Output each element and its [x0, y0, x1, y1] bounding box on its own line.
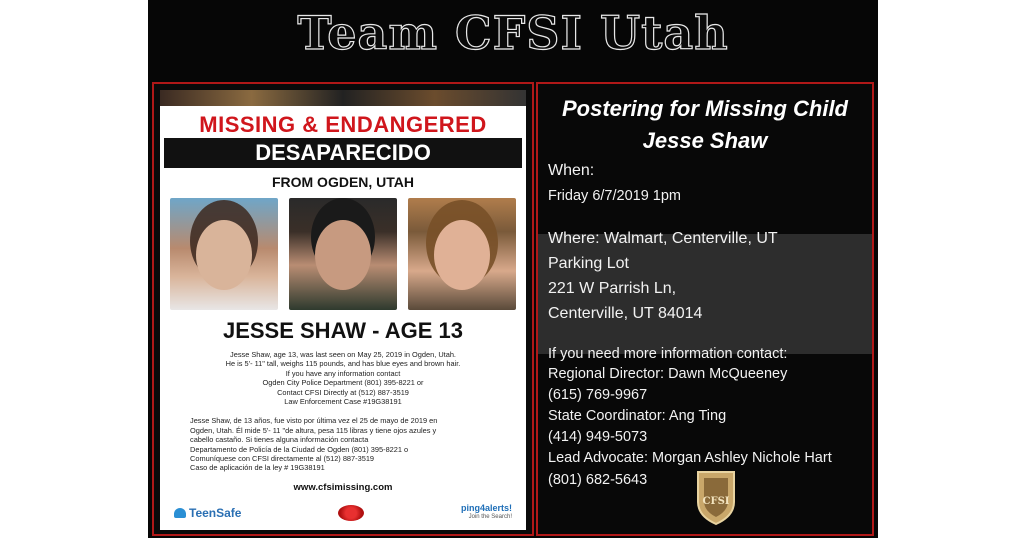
where-line-4: Centerville, UT 84014	[548, 305, 703, 322]
page-title: Team CFSI Utah	[297, 6, 729, 60]
where-line-1: Where: Walmart, Centerville, UT	[548, 230, 778, 247]
child-photo-3	[408, 198, 516, 310]
teensafe-logo	[174, 506, 241, 520]
detail-line: Ogden City Police Department (801) 395-8221 or	[262, 378, 424, 388]
missing-poster	[160, 90, 526, 530]
sponsor-logos	[174, 502, 512, 524]
contact-line: (615) 769-9967	[548, 387, 648, 403]
contact-line: Regional Director: Dawn McQueeney	[548, 366, 788, 382]
contact-intro: If you need more information contact:	[548, 346, 788, 362]
cfsi-shield-badge-icon	[696, 468, 736, 526]
poster-location: FROM OGDEN, UTAH	[271, 174, 415, 190]
detail-line: Ogden, Utah. Él mide 5'- 11 "de altura, pesa 115 libras y tiene ojos azules y	[190, 425, 437, 435]
child-name: JESSE SHAW - AGE 13	[222, 318, 464, 343]
detail-line: Departamento de Policía de la Ciudad de Ogden (801) 395-8221 o	[190, 444, 409, 454]
flyer-canvas	[148, 0, 878, 538]
detail-line: Jesse Shaw, de 13 años, fue visto por última vez el 25 de mayo de 2019 en	[190, 416, 438, 426]
face-image	[434, 220, 490, 290]
ping4alerts-logo	[461, 504, 512, 522]
ping4alerts-sub: Join the Search!	[468, 514, 512, 520]
poster-photos	[160, 198, 526, 310]
detail-line: If you have any information contact	[285, 368, 401, 378]
ping4alerts-label: ping4alerts!	[460, 503, 512, 513]
english-details	[160, 350, 526, 406]
teensafe-icon	[174, 508, 186, 518]
contact-line: (414) 949-5073	[548, 429, 648, 445]
detail-line: He is 5'- 11" tall, weighs 115 pounds, and has blue eyes and brown hair.	[225, 359, 461, 369]
where-line-3: 221 W Parrish Ln,	[548, 280, 677, 297]
detail-line: Caso de aplicación de la ley # 19G38191	[190, 463, 325, 473]
website-link[interactable]: www.cfsimissing.com	[293, 481, 393, 493]
event-subheading: Jesse Shaw	[642, 128, 768, 153]
detail-line: cabello castaño. Si tienes alguna información contacta	[190, 435, 369, 445]
poster-top-image-strip	[160, 90, 526, 106]
missing-poster-panel	[152, 82, 534, 536]
teensafe-label: TeenSafe	[189, 506, 242, 520]
red-circle-logo-icon	[338, 505, 364, 521]
contact-line: Lead Advocate: Morgan Ashley Nichole Hart	[548, 450, 832, 466]
contact-line: State Coordinator: Ang Ting	[548, 408, 727, 424]
event-heading: Postering for Missing Child	[561, 96, 848, 121]
detail-line: Law Enforcement Case #19G38191	[284, 397, 402, 407]
child-photo-2	[289, 198, 397, 310]
child-photo-1	[170, 198, 278, 310]
when-value: Friday 6/7/2019 1pm	[548, 188, 681, 204]
poster-subheadline: DESAPARECIDO	[164, 138, 522, 168]
badge-letters: CFSI	[702, 496, 730, 507]
detail-line: Jesse Shaw, age 13, was last seen on May 25, 2019 in Ogden, Utah.	[230, 350, 456, 359]
detail-line: Contact CFSI Directly at (512) 887-3519	[277, 387, 409, 397]
face-image	[196, 220, 252, 290]
when-label: When:	[548, 162, 595, 179]
where-line-2: Parking Lot	[548, 255, 629, 272]
contact-line: (801) 682-5643	[548, 472, 648, 488]
poster-headline: MISSING & ENDANGERED	[164, 112, 522, 138]
spanish-details	[160, 416, 526, 472]
event-info-panel	[536, 82, 874, 536]
face-image	[315, 220, 371, 290]
detail-line: Comuníquese con CFSI directamente al (512) 887-3519	[190, 454, 375, 464]
